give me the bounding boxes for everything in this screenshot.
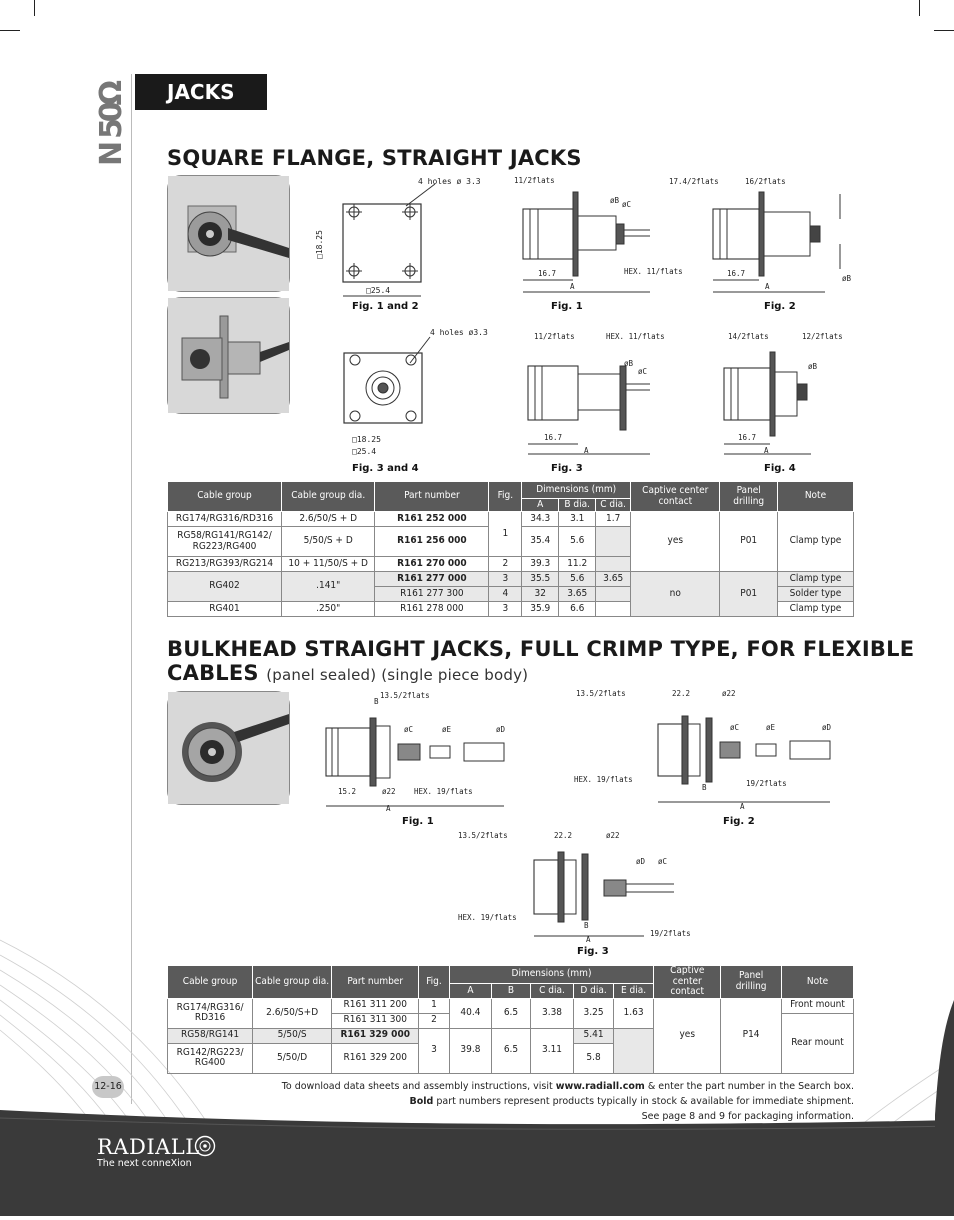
cell: 1 [489,512,522,557]
cell: RG174/RG316/ RD316 [168,998,253,1028]
label-flats: 16/2flats [745,177,786,186]
cell: 1.63 [613,998,654,1028]
drawing-fig4-side [716,326,856,458]
col-header: E dia. [613,984,654,998]
label-dim: 15.2 [338,787,357,796]
drawing-bulkhead-fig1 [318,688,518,812]
logo-tagline: The next conneXion [97,1158,192,1169]
cell: R161 252 000 [375,512,489,527]
drawing-fig1-side [510,174,683,302]
cell: 6.5 [492,998,531,1028]
label-hex: HEX. 11/flats [624,267,683,276]
footer-text: & enter the part number in the Search box. [647,1081,854,1092]
section2-title-line2: CABLES [167,661,259,685]
spec-table-2 [167,965,854,1074]
cell: R161 329 000 [332,1028,419,1043]
fig-caption: Fig. 3 [577,946,609,957]
label-dim: øD [496,725,506,734]
side-title [79,78,129,168]
col-header: B [492,984,531,998]
cell: 5/50/D [253,1043,332,1073]
label-hex: HEX. 19/flats [458,913,517,922]
label-hex: HEX. 19/flats [414,787,473,796]
cell: RG142/RG223/ RG400 [168,1043,253,1073]
drawing-fig3-side [520,326,680,458]
section2-title-line1: BULKHEAD STRAIGHT JACKS, FULL CRIMP TYPE, FOR FLEXIBLE [167,637,915,661]
label-dim: 16.7 [538,269,557,278]
fig-caption: Fig. 1 [551,301,583,312]
cell: 5.41 [574,1028,614,1043]
col-header: Captive center contact [654,966,721,999]
cell: Clamp type [777,512,853,572]
cell: 2.6/50/S + D [281,512,374,527]
label-dim: B [584,921,589,930]
cell: Rear mount [782,1013,854,1073]
label-flats: 11/2flats [534,332,575,341]
col-header: Panel drilling [721,966,782,999]
footer-text: To download data sheets and assembly instructions, visit [281,1081,553,1092]
product-photo-flange-2 [167,297,290,414]
cell: 39.8 [449,1028,492,1073]
cell: 5.6 [559,572,596,587]
cell: 5.6 [559,527,596,557]
label-dim: 16.7 [738,433,757,442]
label-dim: A [584,446,589,455]
product-photo-flange-1 [167,175,290,292]
section2-title [167,637,914,687]
label-dim: øB [610,196,620,205]
cell: 39.3 [522,557,559,572]
cell: R161 256 000 [375,527,489,557]
col-header: Dimensions (mm) [449,966,654,984]
cell: 35.4 [522,527,559,557]
label-dim: ø22 [382,787,396,796]
logo-name: RADIALL [97,1135,200,1159]
col-header: Dimensions (mm) [522,482,631,499]
fig-caption: Fig. 3 [551,463,583,474]
label-dim: ø22 [606,831,620,840]
crop-mark [34,0,35,16]
cell: 6.6 [559,602,596,617]
col-header: Note [782,966,854,999]
col-header: C dia. [596,499,631,512]
label-dim: øB [842,274,852,283]
cell [596,587,631,602]
cell: 5/50/S + D [281,527,374,557]
label-hex: HEX. 19/flats [574,775,633,784]
label-dim: øC [730,723,740,732]
label-dim: A [386,804,391,813]
cell: 6.5 [492,1028,531,1073]
section2-subtitle: (panel sealed) (single piece body) [266,666,529,684]
label-hex: HEX. 11/flats [606,332,665,341]
label-dim: 16.7 [544,433,563,442]
col-header: Cable group [168,966,253,999]
drawing-fig2-side [665,174,855,302]
footer-line-1 [282,1081,854,1092]
label-flats: 13.5/2flats [458,831,508,840]
label-dim: A [570,282,575,291]
col-header: Cable group [168,482,282,512]
fig-caption: Fig. 4 [764,463,796,474]
footer-line-3: See page 8 and 9 for packaging information. [641,1111,854,1122]
cell [613,1028,654,1073]
drawing-flange-fig1-2 [310,174,495,302]
col-header: Fig. [419,966,449,999]
cell: 3.65 [559,587,596,602]
fig-caption: Fig. 1 [402,816,434,827]
cell: 11.2 [559,557,596,572]
cell: yes [631,512,720,572]
cell: R161 277 300 [375,587,489,602]
cell: 5/50/S [253,1028,332,1043]
cell: RG213/RG393/RG214 [168,557,282,572]
cell: 3.25 [574,998,614,1028]
col-header: Fig. [489,482,522,512]
col-header: Captive center contact [631,482,720,512]
cell: RG174/RG316/RD316 [168,512,282,527]
fig-caption: Fig. 2 [723,816,755,827]
website-link[interactable]: www.radiall.com [555,1081,645,1092]
label-dim: øC [638,367,648,376]
cell: R161 311 200 [332,998,419,1013]
cell: 3.1 [559,512,596,527]
label-dim: øB [624,359,634,368]
label-flats: 13.5/2flats [576,689,626,698]
label-dim: øC [404,725,414,734]
label-flats: 14/2flats [728,332,769,341]
cell: 3 [489,602,522,617]
cell: P14 [721,998,782,1073]
label-flats: 17.4/2flats [669,177,719,186]
cell: Front mount [782,998,854,1013]
label-dim: øB [808,362,818,371]
cell: no [631,572,720,617]
fig-caption: Fig. 2 [764,301,796,312]
cell: 1.7 [596,512,631,527]
cell: 4 [489,587,522,602]
cell: R161 277 000 [375,572,489,587]
col-header: Cable group dia. [253,966,332,999]
label-dim: A [765,282,770,291]
cell: RG58/RG141 [168,1028,253,1043]
label-dim: øE [766,723,776,732]
cell [596,602,631,617]
cell: 40.4 [449,998,492,1028]
cell: P01 [720,572,778,617]
cell: 1 [419,998,449,1013]
footer-line-2 [410,1096,854,1107]
cell: 2.6/50/S+D [253,998,332,1028]
cell: 3.11 [530,1028,574,1073]
fig-caption: Fig. 1 and 2 [352,301,419,312]
label-dim: 16.7 [727,269,746,278]
label-dim: □25.4 [366,286,391,295]
label-dim: A [586,935,591,944]
label-dim: øE [442,725,452,734]
label-flats: 19/2flats [650,929,691,938]
label-dim: □18.25 [352,435,381,444]
label-dim: □25.4 [352,447,377,456]
table-row [168,998,854,1013]
crop-mark [934,30,954,31]
cell: R161 278 000 [375,602,489,617]
fig-caption: Fig. 3 and 4 [352,463,419,474]
cell: 34.3 [522,512,559,527]
label-dim: B [374,697,379,706]
label-holes: 4 holes ø3.3 [430,328,488,337]
logo-emblem-icon [194,1135,216,1157]
label-dim: A [740,802,745,811]
cell: .141" [281,572,374,602]
side-title-text: N 50Ω [94,80,129,166]
cell: 5.8 [574,1043,614,1073]
label-dim: øD [636,857,646,866]
label-flats: 11/2flats [514,176,555,185]
label-dim: A [764,446,769,455]
label-dim: 22.2 [672,689,691,698]
radiall-logo [97,1135,200,1169]
page-number: 12-16 [92,1076,124,1098]
drawing-bulkhead-fig2 [570,686,846,812]
drawing-flange-fig3-4 [330,325,500,458]
label-flats: 12/2flats [802,332,843,341]
col-header: A [449,984,492,998]
col-header: Cable group dia. [281,482,374,512]
cell: yes [654,998,721,1073]
label-dim: øD [822,723,832,732]
cell: 32 [522,587,559,602]
cell: Solder type [777,587,853,602]
cell: RG402 [168,572,282,602]
cell: 3.38 [530,998,574,1028]
cell [596,557,631,572]
label-flats: 19/2flats [746,779,787,788]
cell [596,527,631,557]
cell: 3.65 [596,572,631,587]
cell: R161 329 200 [332,1043,419,1073]
label-holes: 4 holes ø 3.3 [418,177,481,186]
label-dim: øC [622,200,632,209]
col-header: B dia. [559,499,596,512]
label-dim: □18.25 [315,230,324,259]
cell: R161 270 000 [375,557,489,572]
cell: 10 + 11/50/S + D [281,557,374,572]
section1-title: SQUARE FLANGE, STRAIGHT JACKS [167,146,582,170]
cell: R161 311 300 [332,1013,419,1028]
cell: 2 [419,1013,449,1028]
section-label: JACKS [135,74,267,110]
label-flats: 13.5/2flats [380,691,430,700]
footer-text: part numbers represent products typically in stock & available for immediate shipment. [436,1096,854,1107]
cell: .250" [281,602,374,617]
cell: 35.9 [522,602,559,617]
cell: Clamp type [777,602,853,617]
cell: P01 [720,512,778,572]
col-header: D dia. [574,984,614,998]
col-header: Panel drilling [720,482,778,512]
col-header: Note [777,482,853,512]
label-dim: 22.2 [554,831,573,840]
table-row [168,512,854,527]
table-row [168,572,854,587]
cell: 3 [489,572,522,587]
crop-mark [0,30,20,31]
cell: RG401 [168,602,282,617]
crop-mark [919,0,920,16]
label-dim: øC [658,857,668,866]
col-header: Part number [332,966,419,999]
spec-table-1 [167,481,854,617]
label-dim: B [702,783,707,792]
col-header: C dia. [530,984,574,998]
cell: Clamp type [777,572,853,587]
cell: 3 [419,1028,449,1073]
label-dim: ø22 [722,689,736,698]
cell: RG58/RG141/RG142/ RG223/RG400 [168,527,282,557]
col-header: Part number [375,482,489,512]
cell: 2 [489,557,522,572]
col-header: A [522,499,559,512]
cell: 35.5 [522,572,559,587]
product-photo-bulkhead [167,691,290,805]
footer-bold-word: Bold [409,1096,434,1107]
